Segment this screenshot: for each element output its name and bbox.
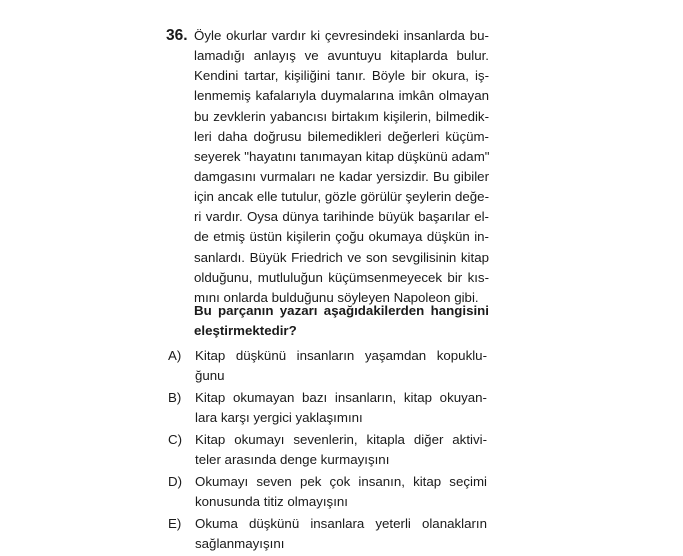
- option-line: Okuma düşkünü insanlara yeterli olanakların: [195, 516, 487, 531]
- passage-line: leri daha doğrusu bilemedikleri değerleri küçüm-: [194, 128, 489, 144]
- option-letter: B): [168, 390, 182, 405]
- option-line: ğunu: [195, 368, 225, 383]
- option-line: Kitap okumayı sevenlerin, kitapla diğer aktivi-: [195, 432, 487, 447]
- option-text: [195, 514, 487, 554]
- passage-line: mını onlarda bulduğunu söyleyen Napoleon gibi.: [194, 289, 479, 305]
- passage-line: ri vardır. Oysa dünya tarihinde büyük başarılar el-: [194, 209, 489, 225]
- passage-line: Öyle okurlar vardır ki çevresindeki insanlarda bu-: [194, 28, 489, 43]
- option-text: [195, 388, 487, 428]
- stem-line: eleştirmektedir?: [194, 323, 297, 338]
- option-letter: E): [168, 516, 182, 531]
- passage-line: olduğunu, mutluluğun küçümsenmeyecek bir kıs-: [194, 269, 489, 285]
- passage-line: bu zevklerin yabancısı birtakım kişilerin, bilmedik-: [194, 108, 489, 124]
- option-line: teler arasında denge kurmayışını: [195, 452, 390, 467]
- question-number: 36.: [166, 27, 188, 44]
- option-b[interactable]: [168, 388, 489, 430]
- passage-line: damgasını vurmaları ne kadar yersizdir. Bu gibiler: [194, 168, 489, 184]
- option-line: Kitap okumayan bazı insanların, kitap okuyan-: [195, 390, 487, 405]
- passage-line: için ancak elle tutulur, gözle görülür şeylerin değe-: [194, 189, 489, 205]
- option-text: [195, 430, 487, 470]
- option-c[interactable]: [168, 430, 489, 472]
- passage-line: Kendini tartar, kişiliğini tanır. Böyle bir okura, iş-: [194, 68, 489, 84]
- option-letter: A): [168, 348, 182, 363]
- passage-line: seyerek "hayatını tanımayan kitap düşkünü adam": [194, 148, 490, 164]
- answer-options: [168, 346, 489, 556]
- option-line: Kitap düşkünü insanların yaşamdan kopuklu-: [195, 348, 487, 363]
- passage-text: [194, 26, 489, 308]
- question-stem: [194, 301, 489, 341]
- stem-line: Bu parçanın yazarı aşağıdakilerden hangisini: [194, 303, 489, 318]
- passage-line: lamadığı anlayış ve avuntuyu kitaplarda bulur.: [194, 48, 489, 64]
- option-line: Okumayı seven pek çok insanın, kitap seçimi: [195, 474, 487, 489]
- passage-line: sanlardı. Büyük Friedrich ve son sevgilisinin kitap: [194, 249, 489, 265]
- option-letter: D): [168, 474, 183, 489]
- option-text: [195, 346, 487, 386]
- option-line: sağlanmayışını: [195, 536, 285, 551]
- option-text: [195, 472, 487, 512]
- option-a[interactable]: [168, 346, 489, 388]
- option-d[interactable]: [168, 472, 489, 514]
- option-letter: C): [168, 432, 183, 447]
- option-e[interactable]: [168, 514, 489, 556]
- passage-line: de etmiş üstün kişilerin çoğu okumaya düşkün in-: [194, 229, 489, 245]
- option-line: lara karşı yergici yaklaşımını: [195, 410, 363, 425]
- option-line: konusunda titiz olmayışını: [195, 494, 348, 509]
- passage-line: lenmemiş kafalarıyla duymalarına imkân olmayan: [194, 88, 489, 104]
